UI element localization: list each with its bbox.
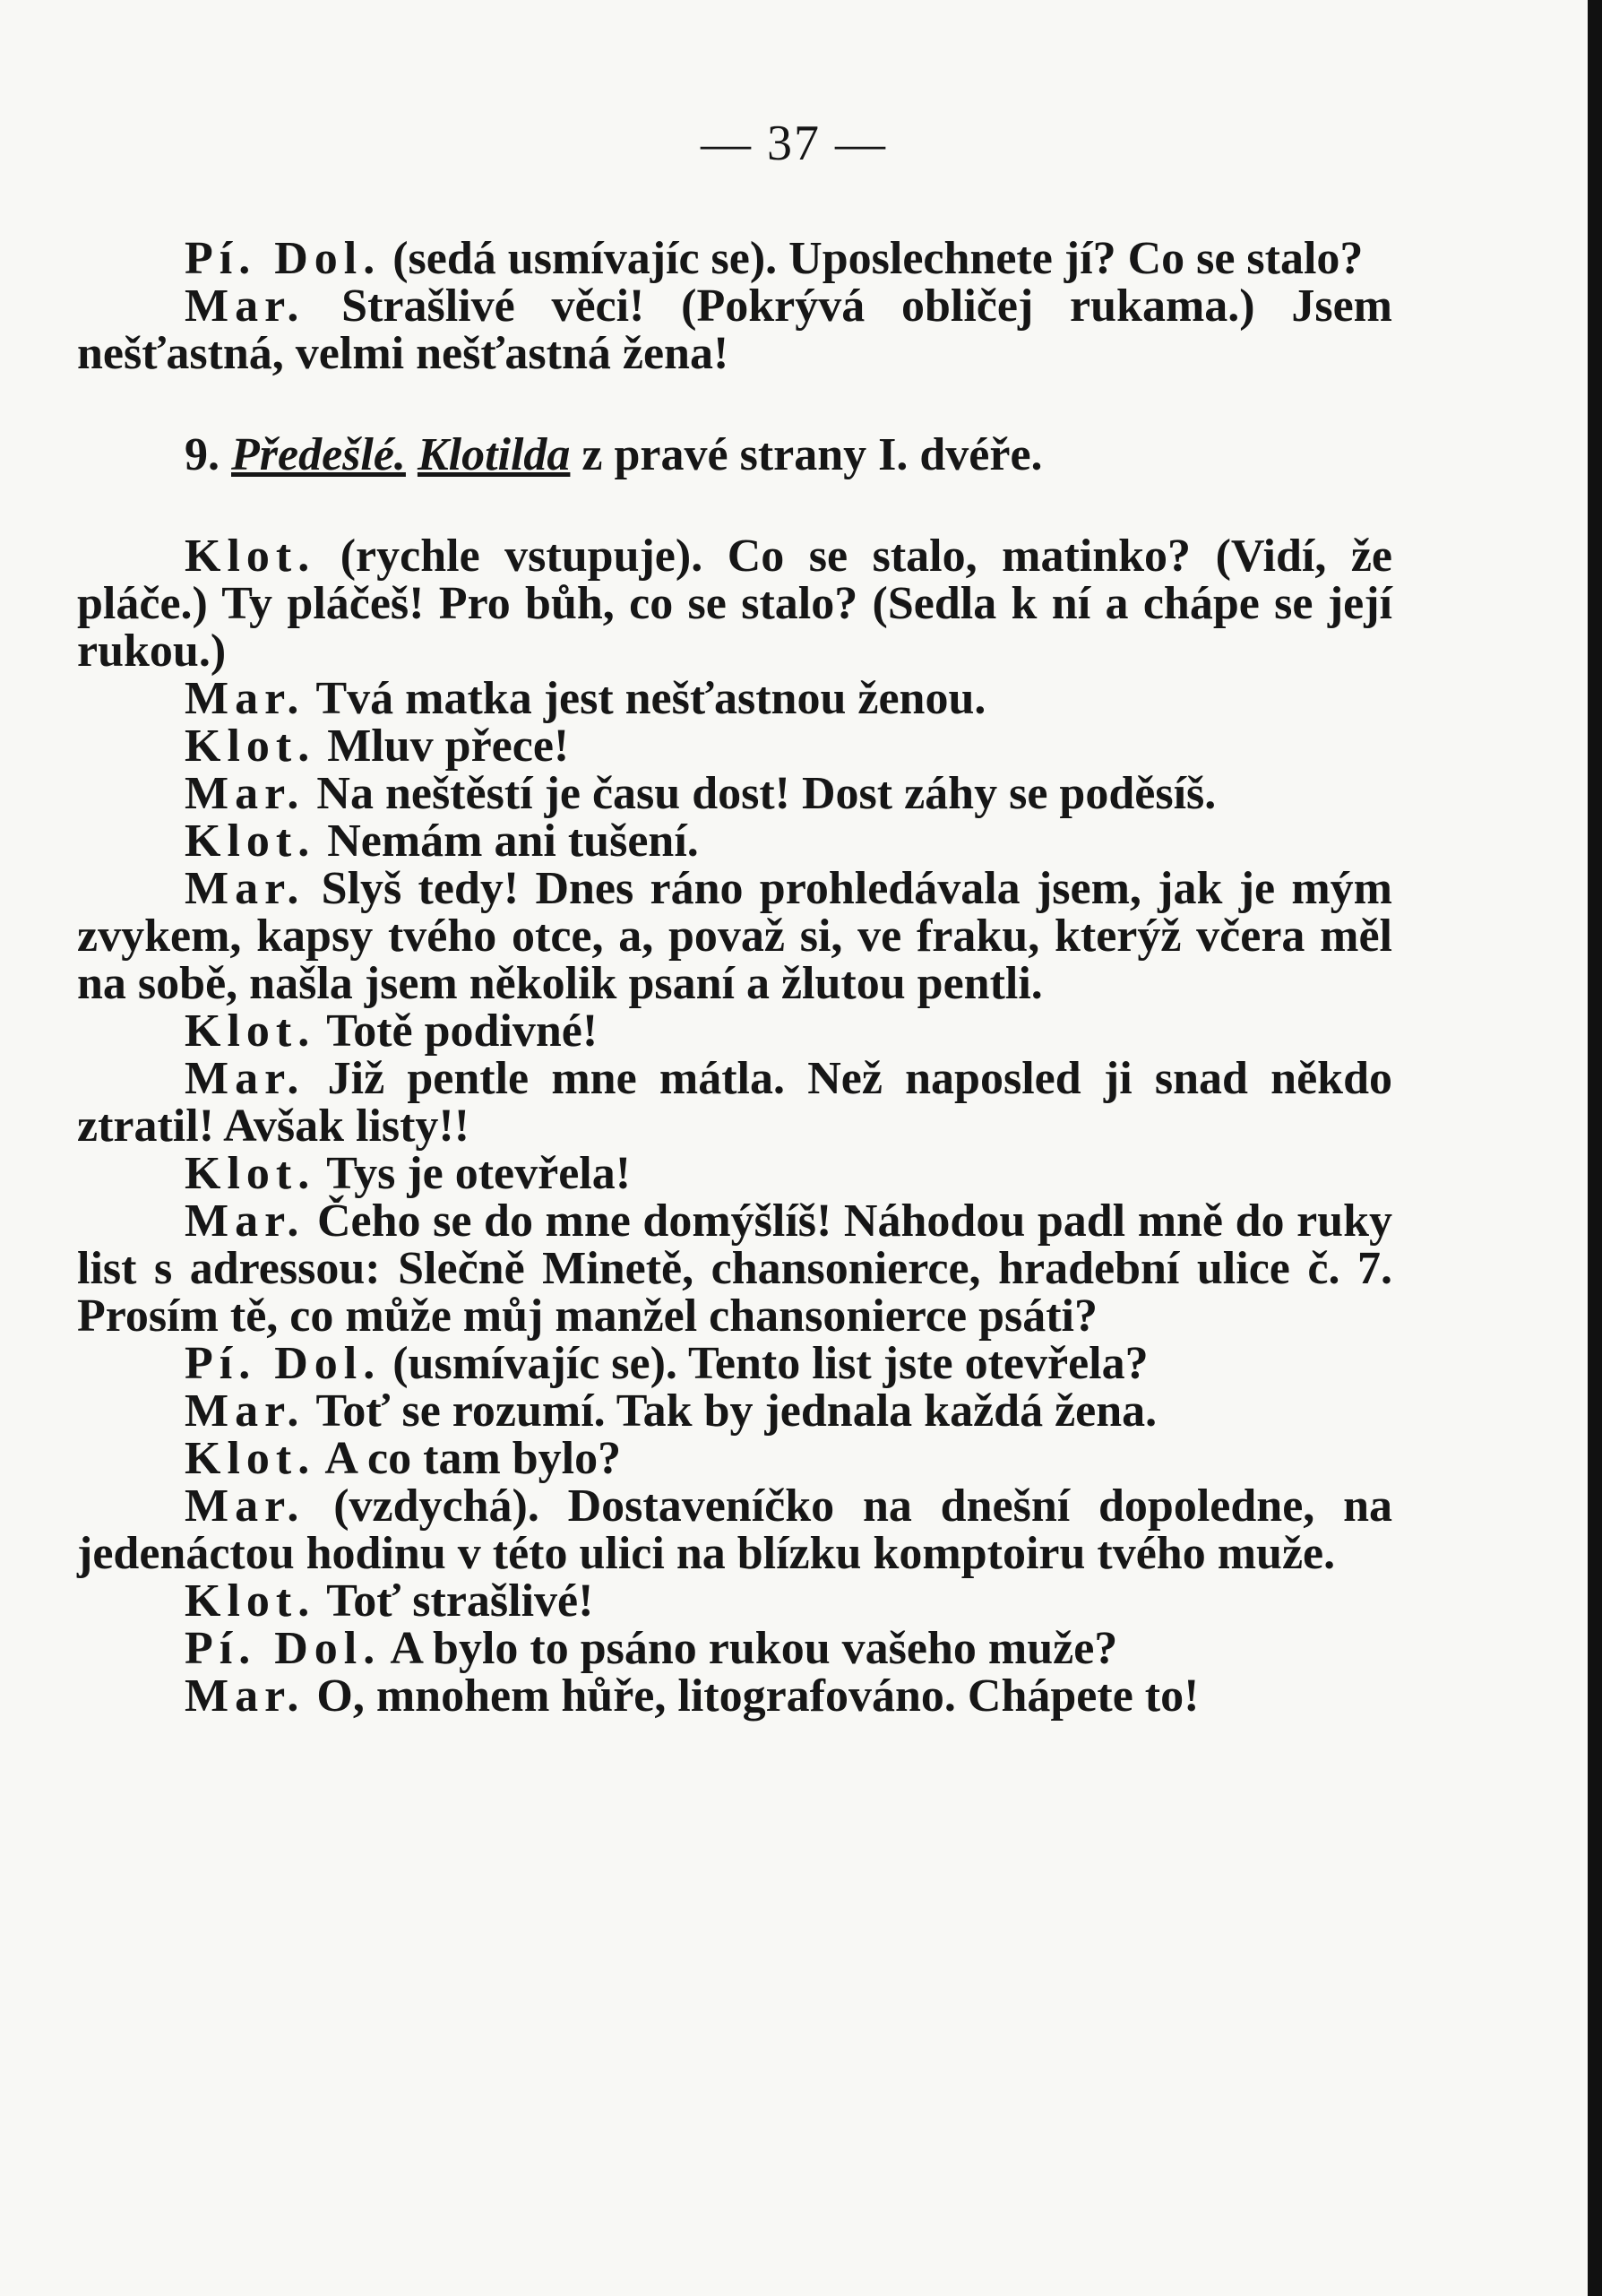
dialogue-line <box>77 865 1392 1007</box>
page-number: — 37 — <box>701 116 887 171</box>
dialogue-text: Tvá matka jest nešťastnou ženou. <box>315 673 986 724</box>
speaker-name: Mar. <box>185 768 306 819</box>
dialogue-line <box>77 1435 1392 1482</box>
speaker-name: Mar. <box>185 673 306 724</box>
speaker-name: Mar. <box>185 863 306 914</box>
speaker-name: Pí. Dol. <box>185 1623 382 1674</box>
page-text <box>77 235 1392 1720</box>
speaker-name: Klot. <box>185 1575 316 1627</box>
speaker-name: Klot. <box>185 531 316 582</box>
dialogue-line <box>77 282 1392 377</box>
dialogue-text: Totě podivné! <box>326 1006 599 1057</box>
dialogue-line <box>77 235 1392 282</box>
dialogue-text: A co tam bylo? <box>324 1433 622 1484</box>
dialogue-line <box>77 1482 1392 1577</box>
dialogue-line <box>77 1672 1392 1720</box>
speaker-name: Mar. <box>185 281 306 332</box>
speaker-name: Pí. Dol. <box>185 233 382 284</box>
speaker-name: Pí. Dol. <box>185 1338 382 1389</box>
speaker-name: Klot. <box>185 1433 316 1484</box>
scene-character-entering: Klotilda <box>417 429 571 480</box>
dialogue-text: O, mnohem hůře, litografováno. Chápete to! <box>316 1670 1200 1722</box>
dialogue-text: Toť se rozumí. Tak by jednala každá žena. <box>315 1385 1158 1437</box>
dialogue-text: Mluv přece! <box>327 721 570 772</box>
speaker-name: Mar. <box>185 1195 306 1247</box>
dialogue-text: Toť strašlivé! <box>326 1575 594 1627</box>
scene-heading <box>77 431 1392 479</box>
speaker-name: Klot. <box>185 721 316 772</box>
dialogue-text: (sedá usmívajíc se). Uposlechnete jí? Co se stalo? <box>392 233 1364 284</box>
dialogue-line <box>77 1055 1392 1150</box>
dialogue-line <box>77 1197 1392 1340</box>
speaker-name: Mar. <box>185 1480 306 1532</box>
dialogue-line <box>77 532 1392 675</box>
speaker-name: Mar. <box>185 1053 306 1104</box>
dialogue-text: (rychle vstupuje). Co se stalo, matinko? (Vidí, že pláče.) Ty pláčeš! Pro bůh, co se stalo? (Sedla k ní a chápe se její rukou.) <box>77 531 1392 677</box>
dialogue-line <box>77 1577 1392 1625</box>
dialogue-line <box>77 770 1392 817</box>
dialogue-text: Tys je otevřela! <box>326 1148 632 1199</box>
dialogue-line <box>77 1625 1392 1672</box>
dialogue-line <box>77 817 1392 865</box>
dialogue-text: (vzdychá). Dostaveníčko na dnešní dopoledne, na jedenáctou hodinu v této ulici na blízku komptoiru tvého muže. <box>77 1480 1392 1579</box>
dialogue-text: Čeho se do mne domýšlíš! Náhodou padl mně do ruky list s adressou: Slečně Minetě, chansonierce, hradební ulice č. 7. Prosím tě, co může můj manžel chansonierce psáti? <box>77 1195 1393 1342</box>
speaker-name: Klot. <box>185 1006 316 1057</box>
dialogue-text: Na neštěstí je času dost! Dost záhy se poděsíš. <box>316 768 1217 819</box>
dialogue-line <box>77 675 1392 722</box>
dialogue-line <box>77 1387 1392 1435</box>
dialogue-text: Slyš tedy! Dnes ráno prohledávala jsem, jak je mým zvykem, kapsy tvého otce, a, považ si, ve fraku, kterýž včera měl na sobě, našla jsem několik psaní a žlutou pentli. <box>77 863 1392 1009</box>
dialogue-text: Již pentle mne mátla. Než naposled ji snad někdo ztratil! Avšak listy!! <box>77 1053 1393 1152</box>
dialogue-text: Strašlivé věci! (Pokrývá obličej rukama.) Jsem nešťastná, velmi nešťastná žena! <box>77 281 1392 379</box>
speaker-name: Mar. <box>185 1385 306 1437</box>
dialogue-line <box>77 722 1392 770</box>
speaker-name: Klot. <box>185 1148 316 1199</box>
scene-characters: Předešlé. <box>231 429 406 480</box>
dialogue-line <box>77 1150 1392 1197</box>
scene-number: 9. <box>185 429 220 480</box>
dialogue-text: (usmívajíc se). Tento list jste otevřela? <box>392 1338 1149 1389</box>
dialogue-line <box>77 1340 1392 1387</box>
dialogue-text: A bylo to psáno rukou vašeho muže? <box>390 1623 1118 1674</box>
speaker-name: Klot. <box>185 816 316 867</box>
scene-direction: z pravé strany I. dvéře. <box>581 429 1043 480</box>
dialogue-line <box>77 1007 1392 1055</box>
dialogue-text: Nemám ani tušení. <box>327 816 699 867</box>
speaker-name: Mar. <box>185 1670 306 1722</box>
